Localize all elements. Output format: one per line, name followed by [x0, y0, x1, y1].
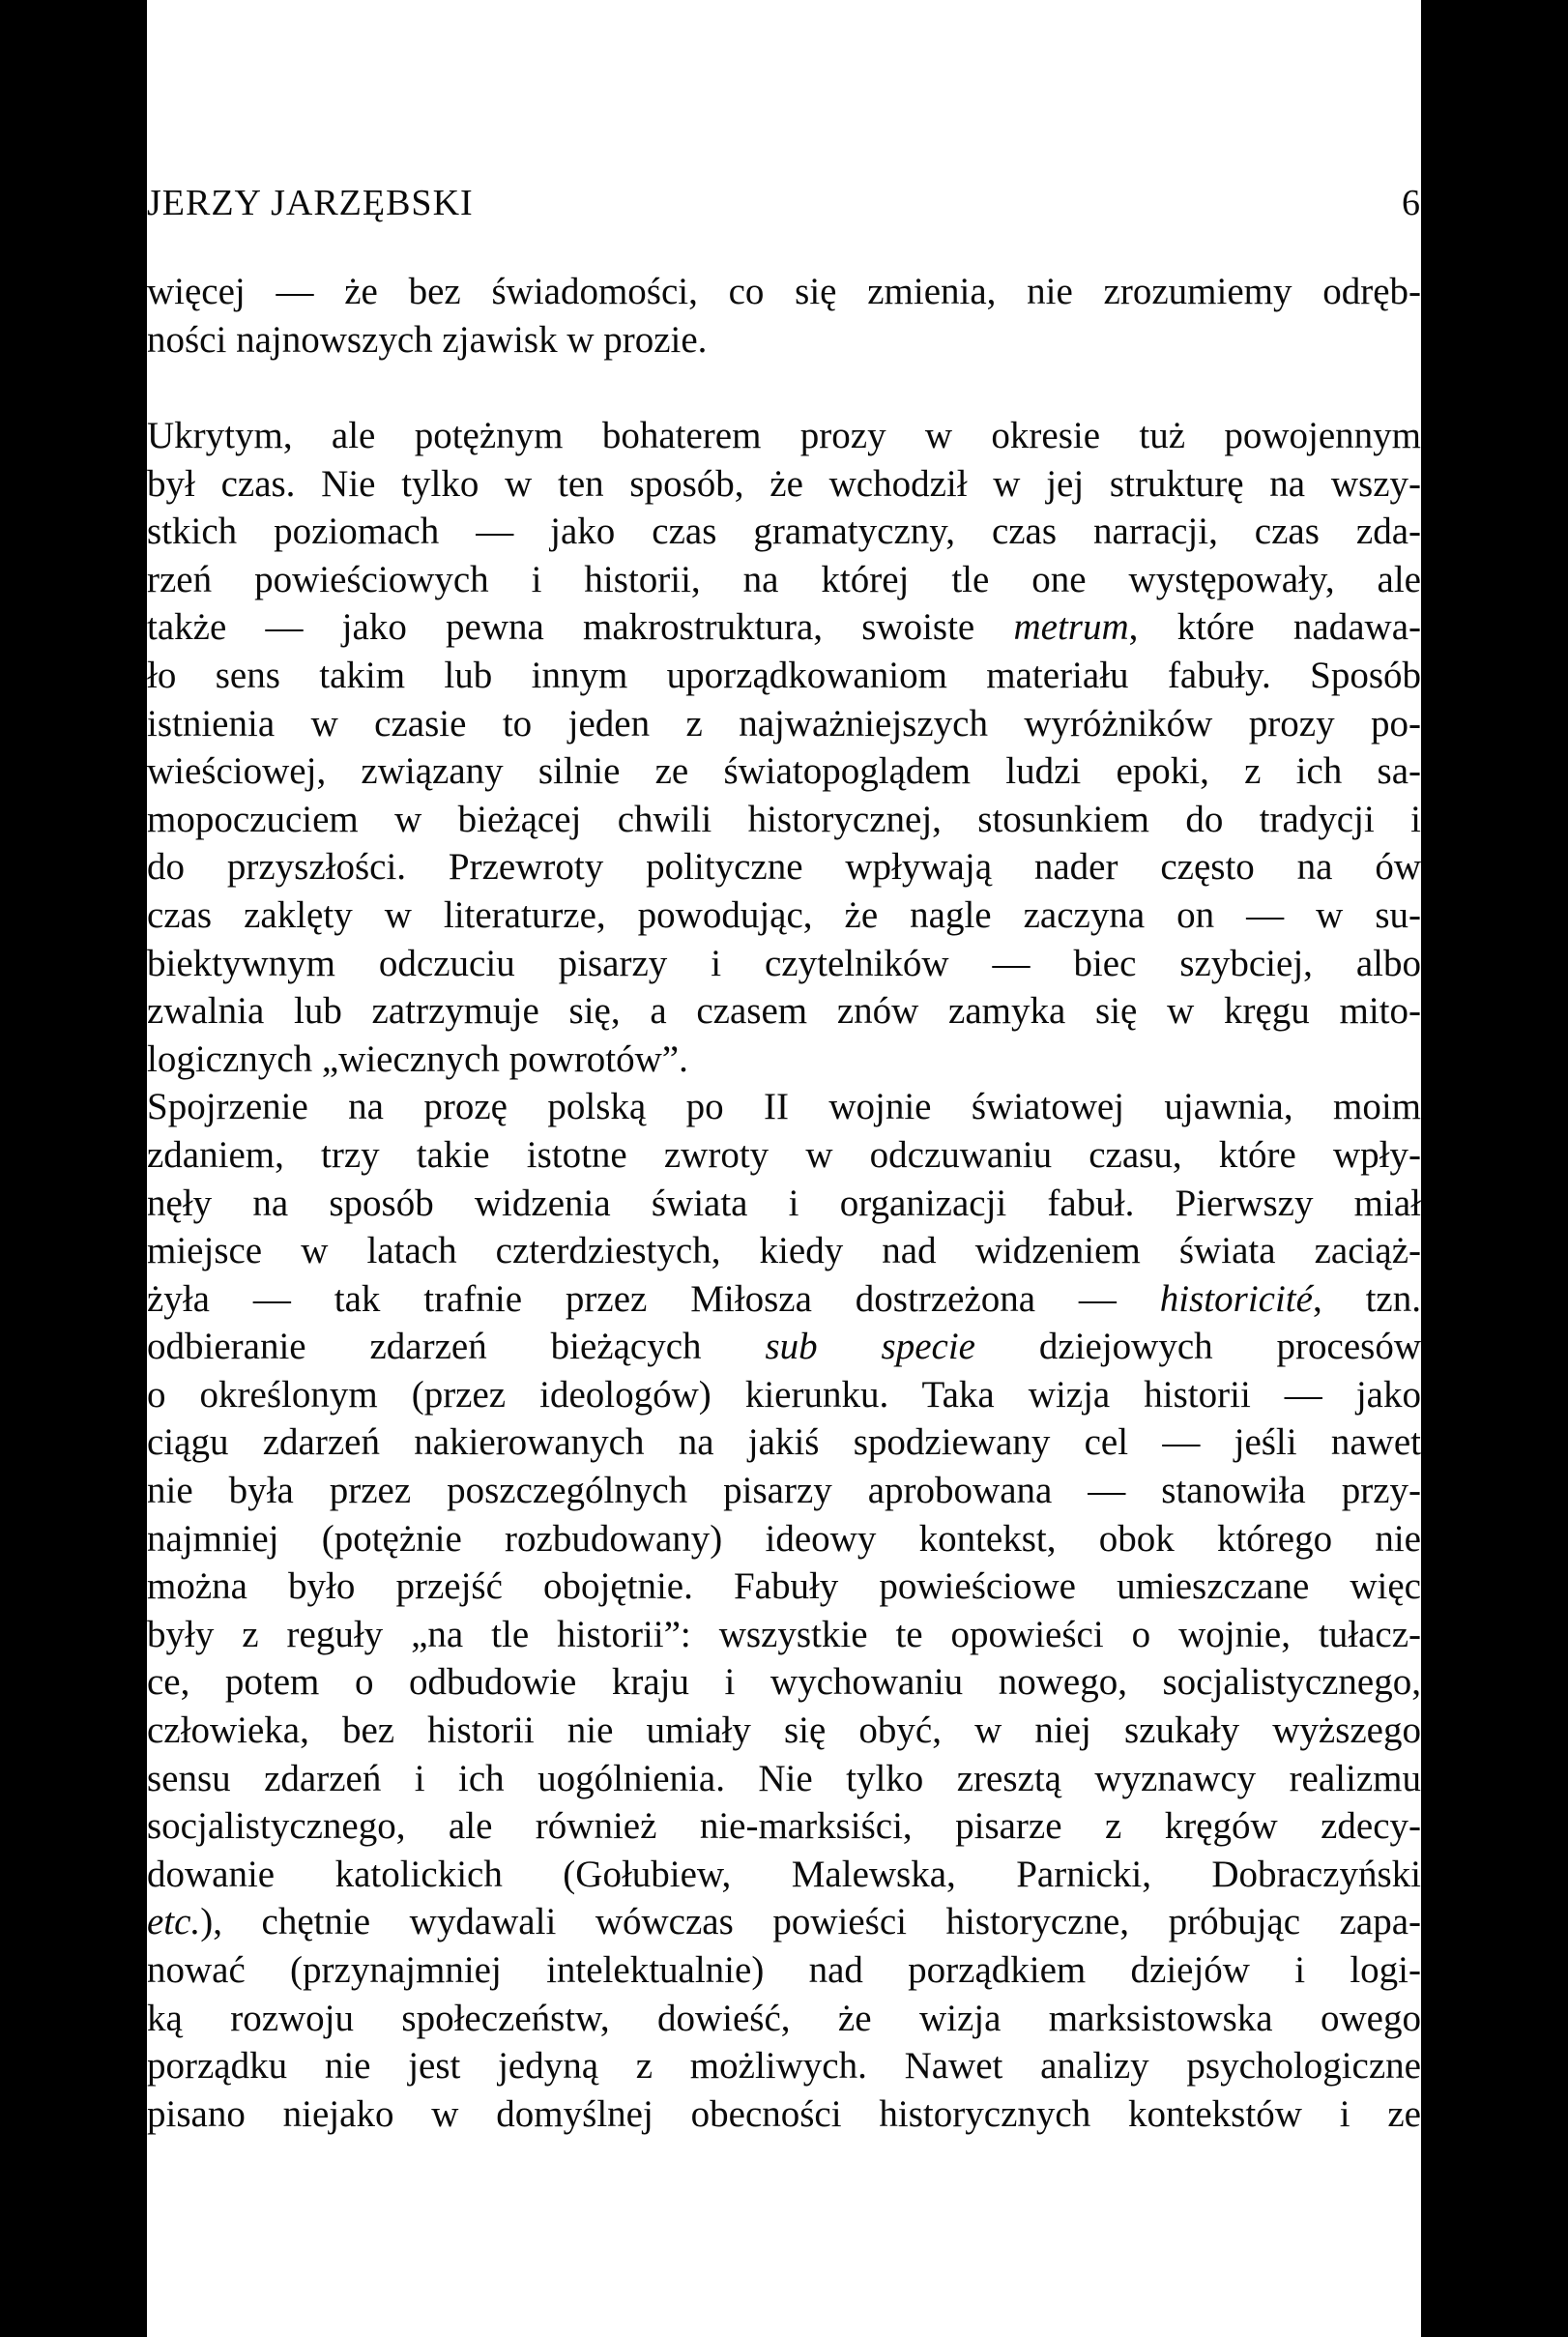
text-line: były z reguły „na tle historii”: wszystkie te opowieści o wojnie, tułacz-	[147, 1613, 1421, 1655]
text-line: ką rozwoju społeczeństw, dowieść, że wizja marksistowska owego	[147, 1997, 1421, 2039]
text-line-with-italic	[147, 1323, 1421, 1371]
text-line: ło sens takim lub innym uporządkowaniom materiału fabuły. Sposób	[147, 654, 1421, 696]
text-line: był czas. Nie tylko w ten sposób, że wchodził w jej strukturę na wszy-	[147, 462, 1421, 505]
running-header	[147, 176, 1421, 230]
text-line: miejsce w latach czterdziestych, kiedy nad widzeniem świata zaciąż-	[147, 1230, 1421, 1272]
text-line: zwalnia lub zatrzymuje się, a czasem znów zamyka się w kręgu mito-	[147, 990, 1421, 1033]
paragraph-intro	[147, 268, 1421, 364]
text-segment: dziejowych procesów	[974, 1326, 1421, 1368]
text-line: logicznych „wiecznych powrotów”.	[147, 1037, 688, 1080]
italic-term-metrum: metrum	[1013, 606, 1129, 649]
text-segment: ), chętnie wydawali wówczas powieści historyczne, próbując zapa-	[200, 1901, 1421, 1943]
text-line: człowieka, bez historii nie umiały się obyć, w niej szukały wyższego	[147, 1709, 1421, 1752]
text-line: ciągu zdarzeń nakierowanych na jakiś spodziewany cel — jeśli nawet	[147, 1421, 1421, 1464]
text-line: zdaniem, trzy takie istotne zwroty w odczuwaniu czasu, które wpły-	[147, 1133, 1421, 1176]
text-line: ce, potem o odbudowie kraju i wychowaniu nowego, socjalistycznego,	[147, 1661, 1421, 1704]
text-line: stkich poziomach — jako czas gramatyczny, czas narracji, czas zda-	[147, 511, 1421, 553]
text-line: można było przejść obojętnie. Fabuły powieściowe umieszczane więc	[147, 1565, 1421, 1608]
text-line: rzeń powieściowych i historii, na której tle one występowały, ale	[147, 558, 1421, 600]
text-line: dowanie katolickich (Gołubiew, Malewska, Parnicki, Dobraczyński	[147, 1853, 1421, 1895]
text-line: wieściowej, związany silnie ze światopoglądem ludzi epoki, z ich sa-	[147, 750, 1421, 793]
book-page	[147, 0, 1421, 2337]
text-segment: odbieranie zdarzeń bieżących	[147, 1326, 766, 1368]
text-segment: także — jako pewna makrostruktura, swoiste	[147, 606, 1014, 649]
text-segment: , tzn.	[1312, 1277, 1421, 1320]
text-line: Ukrytym, ale potężnym bohaterem prozy w okresie tuż powojennym	[147, 415, 1421, 456]
text-line: nęły na sposób widzenia świata i organizacji fabuł. Pierwszy miał	[147, 1182, 1421, 1224]
text-line: pisano niejako w domyślnej obecności historycznych kontekstów i ze	[147, 2092, 1421, 2135]
text-line-with-italic	[147, 603, 1421, 652]
text-line: o określonym (przez ideologów) kierunku. Taka wizja historii — jako	[147, 1373, 1421, 1416]
text-line: sensu zdarzeń i ich uogólnienia. Nie tylko zresztą wyznawcy realizmu	[147, 1757, 1421, 1799]
text-segment: żyła — tak trafnie przez Miłosza dostrzeżona —	[147, 1277, 1160, 1320]
page-number: 6	[1402, 183, 1421, 223]
text-line: Spojrzenie na prozę polską po II wojnie światowej ujawnia, moim	[147, 1086, 1421, 1128]
text-line: ności najnowszych zjawisk w prozie.	[147, 318, 708, 361]
text-line: najmniej (potężnie rozbudowany) ideowy kontekst, obok którego nie	[147, 1517, 1421, 1560]
italic-term-sub-specie: sub specie	[765, 1326, 975, 1368]
italic-term-historicite: historicité	[1159, 1277, 1313, 1320]
text-line: nować (przynajmniej intelektualnie) nad porządkiem dziejów i logi-	[147, 1949, 1421, 1991]
text-line: do przyszłości. Przewroty polityczne wpływają nader często na ów	[147, 846, 1421, 889]
text-line: istnienia w czasie to jeden z najważniejszych wyróżników prozy po-	[147, 702, 1421, 745]
text-line: mopoczuciem w bieżącej chwili historycznej, stosunkiem do tradycji i	[147, 798, 1421, 840]
italic-term-etc: etc.	[147, 1901, 201, 1943]
text-segment: , które nadawa-	[1128, 606, 1421, 649]
text-line: więcej — że bez świadomości, co się zmienia, nie zrozumiemy odręb-	[147, 271, 1421, 312]
text-line: biektywnym odczuciu pisarzy i czytelników — biec szybciej, albo	[147, 942, 1421, 984]
text-line-with-italic	[147, 1898, 1421, 1946]
text-line: socjalistycznego, ale również nie-marksiści, pisarze z kręgów zdecy-	[147, 1805, 1421, 1848]
text-line: nie była przez poszczególnych pisarzy aprobowana — stanowiła przy-	[147, 1470, 1421, 1512]
running-header-author: JERZY JARZĘBSKI	[147, 183, 474, 223]
text-line-with-italic	[147, 1275, 1421, 1324]
text-line: czas zaklęty w literaturze, powodując, że nagle zaczyna on — w su-	[147, 893, 1421, 936]
paragraph-main	[147, 412, 1421, 2138]
text-line: porządku nie jest jedyną z możliwych. Nawet analizy psychologiczne	[147, 2045, 1421, 2088]
